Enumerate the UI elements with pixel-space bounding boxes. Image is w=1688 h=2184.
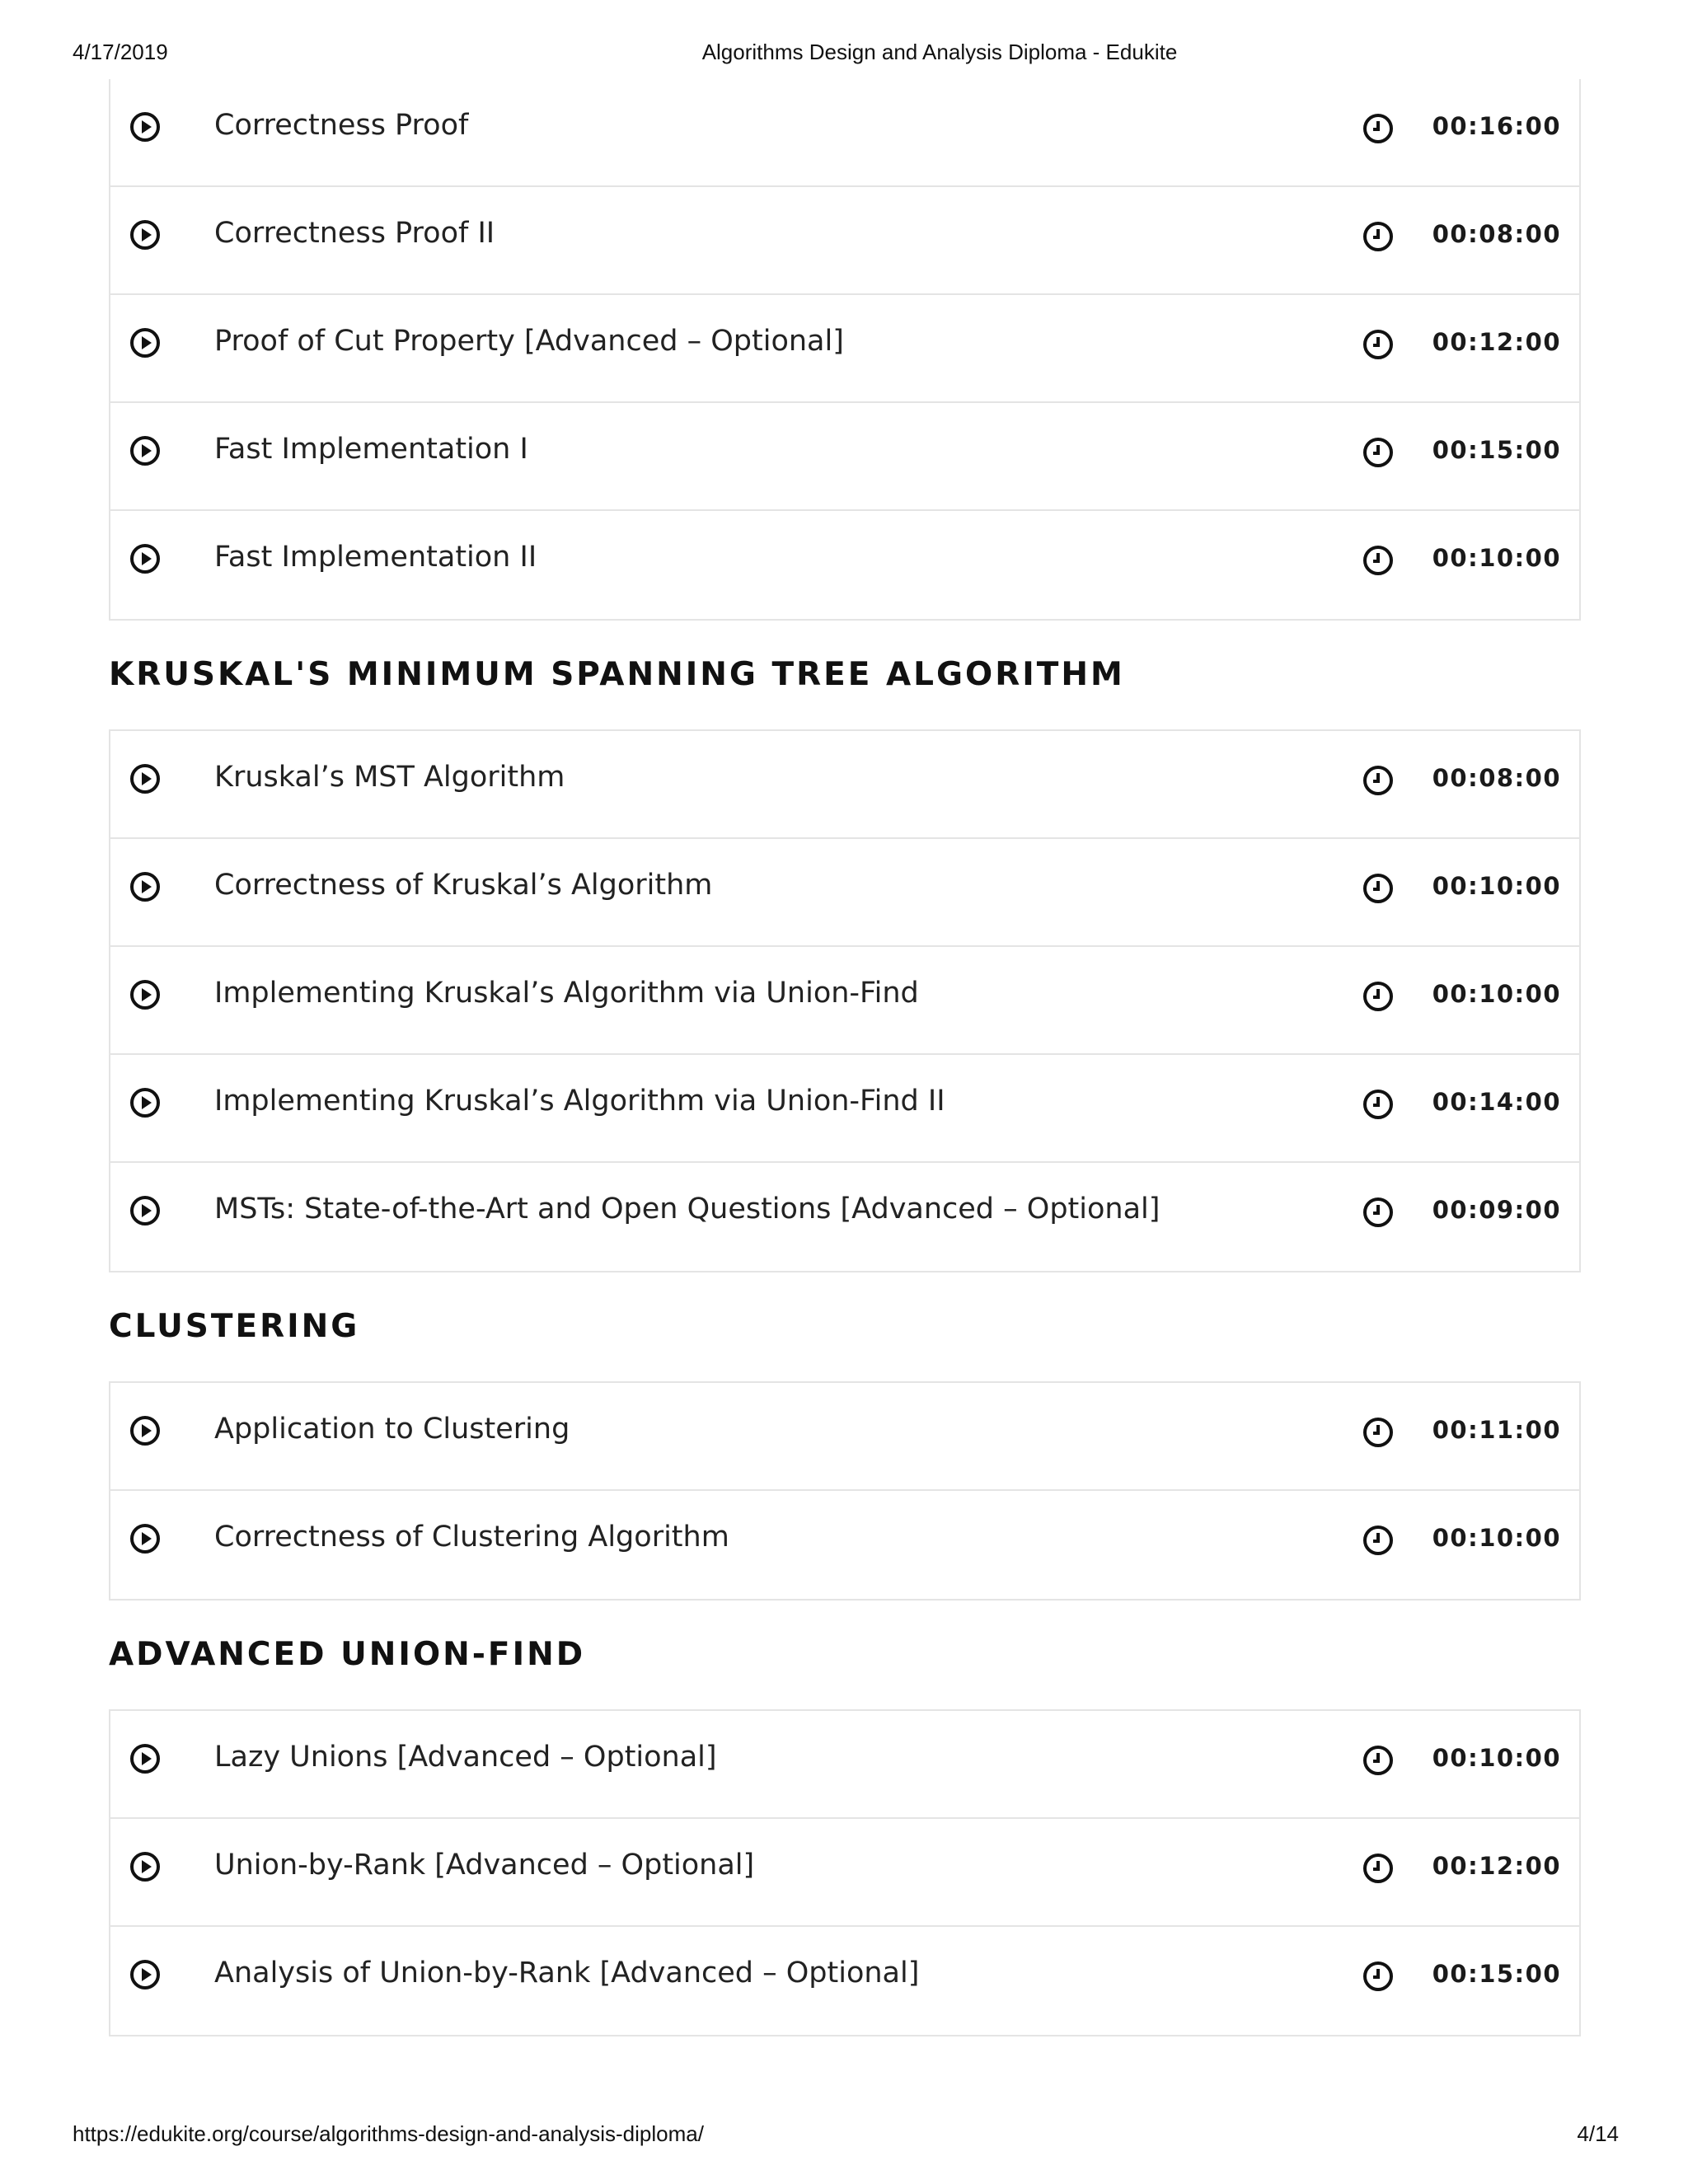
print-url: https://edukite.org/course/algorithms-design-and-analysis-diploma/ xyxy=(73,2121,704,2146)
play-circle-icon xyxy=(129,762,162,795)
print-page-number: 4/14 xyxy=(1577,2121,1619,2146)
lesson-row[interactable] xyxy=(110,79,1579,187)
print-header xyxy=(0,40,1688,73)
lesson-row[interactable] xyxy=(110,511,1579,619)
play-circle-icon xyxy=(129,1194,162,1227)
clock-icon xyxy=(1362,544,1395,577)
lesson-title[interactable]: Correctness of Kruskal’s Algorithm xyxy=(214,869,713,902)
lesson-row[interactable] xyxy=(110,839,1579,947)
lesson-duration: 00:09:00 xyxy=(1432,1196,1561,1224)
lesson-duration: 00:10:00 xyxy=(1432,980,1561,1008)
section-heading-advanced-union-find: ADVANCED UNION-FIND xyxy=(109,1636,586,1673)
play-circle-icon xyxy=(129,1850,162,1883)
lesson-title[interactable]: Application to Clustering xyxy=(214,1413,570,1446)
print-footer xyxy=(0,2121,1688,2154)
play-circle-icon xyxy=(129,1522,162,1555)
clock-icon xyxy=(1362,1852,1395,1885)
lesson-duration: 00:12:00 xyxy=(1432,328,1561,356)
lesson-duration: 00:16:00 xyxy=(1432,112,1561,140)
play-circle-icon xyxy=(129,542,162,575)
lesson-title[interactable]: Fast Implementation I xyxy=(214,433,528,466)
play-circle-icon xyxy=(129,1086,162,1119)
section-heading-clustering: CLUSTERING xyxy=(109,1308,360,1345)
lesson-list-clustering xyxy=(109,1381,1581,1601)
lesson-row[interactable] xyxy=(110,947,1579,1055)
lesson-duration: 00:10:00 xyxy=(1432,544,1561,572)
lesson-title[interactable]: Correctness Proof xyxy=(214,109,469,142)
play-circle-icon xyxy=(129,218,162,251)
play-circle-icon xyxy=(129,1414,162,1447)
clock-icon xyxy=(1362,436,1395,469)
play-circle-icon xyxy=(129,434,162,467)
play-circle-icon xyxy=(129,110,162,143)
print-date: 4/17/2019 xyxy=(73,40,168,64)
lesson-title[interactable]: MSTs: State-of-the-Art and Open Questions [Advanced – Optional] xyxy=(214,1193,1160,1226)
clock-icon xyxy=(1362,1744,1395,1777)
print-page-title: Algorithms Design and Analysis Diploma - Edukite xyxy=(701,40,1178,64)
play-circle-icon xyxy=(129,870,162,903)
lesson-list-kruskal xyxy=(109,729,1581,1272)
lesson-duration: 00:11:00 xyxy=(1432,1416,1561,1444)
lesson-row[interactable] xyxy=(110,1055,1579,1163)
lesson-duration: 00:10:00 xyxy=(1432,872,1561,900)
lesson-row[interactable] xyxy=(110,403,1579,511)
lesson-row[interactable] xyxy=(110,187,1579,295)
lesson-title[interactable]: Implementing Kruskal’s Algorithm via Union-Find xyxy=(214,977,919,1010)
lesson-duration: 00:12:00 xyxy=(1432,1852,1561,1880)
clock-icon xyxy=(1362,1416,1395,1449)
section-heading-kruskal: KRUSKAL'S MINIMUM SPANNING TREE ALGORITHM xyxy=(109,656,1125,693)
lesson-title[interactable]: Lazy Unions [Advanced – Optional] xyxy=(214,1741,717,1774)
clock-icon xyxy=(1362,872,1395,905)
clock-icon xyxy=(1362,1196,1395,1229)
lesson-duration: 00:15:00 xyxy=(1432,436,1561,464)
lesson-duration: 00:08:00 xyxy=(1432,764,1561,792)
lesson-row[interactable] xyxy=(110,1711,1579,1819)
play-circle-icon xyxy=(129,1958,162,1991)
lesson-title[interactable]: Union-by-Rank [Advanced – Optional] xyxy=(214,1849,755,1882)
lesson-list-advanced-union-find xyxy=(109,1709,1581,2036)
lesson-title[interactable]: Correctness Proof II xyxy=(214,217,495,250)
lesson-title[interactable]: Proof of Cut Property [Advanced – Optional] xyxy=(214,325,844,358)
clock-icon xyxy=(1362,220,1395,253)
clock-icon xyxy=(1362,764,1395,797)
clock-icon xyxy=(1362,1524,1395,1557)
clock-icon xyxy=(1362,1088,1395,1121)
lesson-row[interactable] xyxy=(110,731,1579,839)
lesson-title[interactable]: Kruskal’s MST Algorithm xyxy=(214,761,565,794)
lesson-title[interactable]: Analysis of Union-by-Rank [Advanced – Optional] xyxy=(214,1957,920,1990)
lesson-title[interactable]: Implementing Kruskal’s Algorithm via Union-Find II xyxy=(214,1085,945,1118)
play-circle-icon xyxy=(129,978,162,1011)
lesson-title[interactable]: Correctness of Clustering Algorithm xyxy=(214,1521,729,1554)
lesson-duration: 00:08:00 xyxy=(1432,220,1561,248)
play-circle-icon xyxy=(129,1742,162,1775)
lesson-title[interactable]: Fast Implementation II xyxy=(214,541,537,574)
lesson-row[interactable] xyxy=(110,1383,1579,1491)
lesson-duration: 00:10:00 xyxy=(1432,1744,1561,1772)
lesson-row[interactable] xyxy=(110,1819,1579,1927)
clock-icon xyxy=(1362,112,1395,145)
lesson-duration: 00:14:00 xyxy=(1432,1088,1561,1116)
lesson-row[interactable] xyxy=(110,295,1579,403)
clock-icon xyxy=(1362,328,1395,361)
lesson-duration: 00:10:00 xyxy=(1432,1524,1561,1552)
clock-icon xyxy=(1362,1960,1395,1993)
curriculum xyxy=(109,79,1581,2036)
lesson-row[interactable] xyxy=(110,1927,1579,2035)
lesson-row[interactable] xyxy=(110,1491,1579,1599)
lesson-duration: 00:15:00 xyxy=(1432,1960,1561,1988)
lesson-list-prim-continued xyxy=(109,79,1581,621)
clock-icon xyxy=(1362,980,1395,1013)
lesson-row[interactable] xyxy=(110,1163,1579,1271)
play-circle-icon xyxy=(129,326,162,359)
